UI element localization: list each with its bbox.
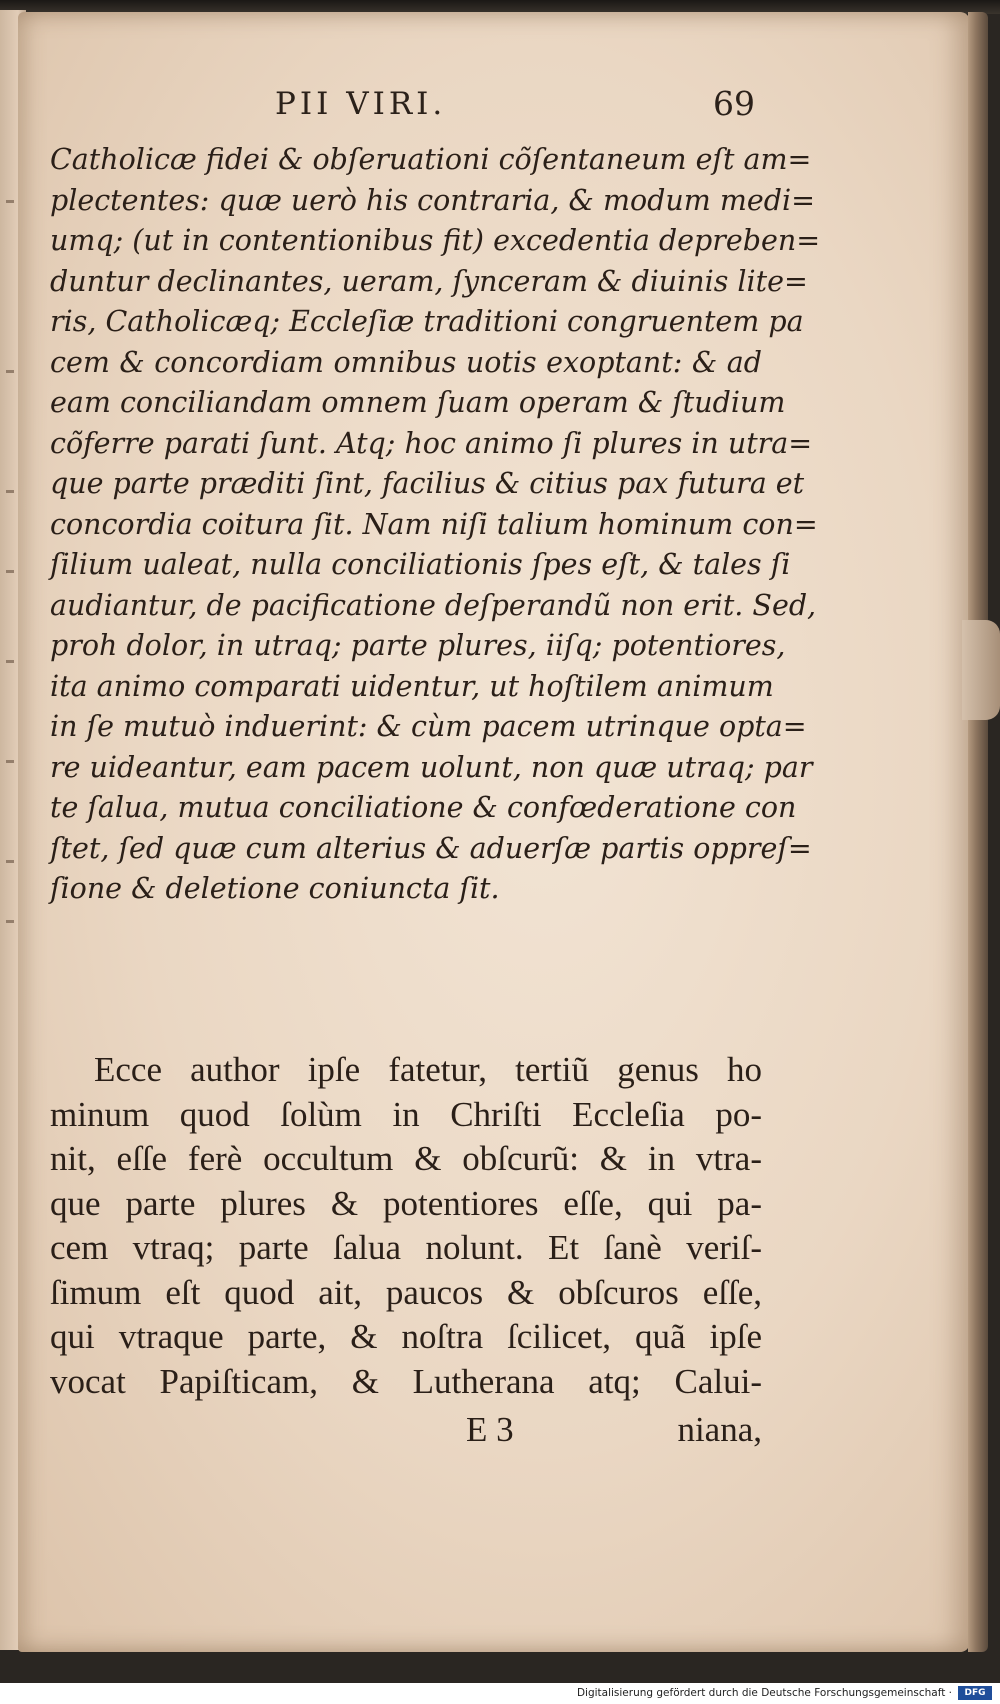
quote-line: cõferre parati ſunt. Atq; hoc animo ſi plures in utra= (50, 426, 813, 460)
body-line: vocat Papiſticam, & Lutherana atq; Calui- (50, 1361, 762, 1401)
quote-line: ita animo comparati uidentur, ut hoſtilem animum (50, 669, 774, 703)
funding-credit: Digitalisierung gefördert durch die Deutsche Forschungsgemeinschaft · (576, 1687, 952, 1699)
quote-line: proh dolor, in utraq; parte plures, iiſq; potentiores, (50, 629, 786, 662)
page-footer (50, 1410, 762, 1454)
page-header (275, 86, 755, 122)
running-title: PII VIRI. (275, 86, 447, 122)
quote-line: Catholicæ fidei & obſeruationi cõſentaneum eſt am= (50, 143, 812, 176)
quote-line: cem & concordiam omnibus uotis exoptant: & ad (50, 345, 762, 379)
body-line: Ecce author ipſe fatetur, tertiũ genus ho (94, 1050, 762, 1089)
quote-line: duntur declinantes, ueram, ſynceram & diuinis lite= (50, 264, 808, 298)
page-number: 69 (713, 84, 755, 123)
body-line: nit, eſſe ferè occultum & obſcurũ: & in vtra- (50, 1139, 762, 1178)
quote-line: ſilium ualeat, nulla conciliationis ſpes eſt, & tales ſi (50, 548, 791, 581)
quote-line: ſtet, ſed quæ cum alterius & aduerſæ partis oppreſ= (50, 831, 812, 865)
quote-line: ris, Catholicæq; Eccleſiæ traditioni congruentem pa (50, 305, 804, 338)
body-line: cem vtraq; parte ſalua nolunt. Et ſanè veriſ- (50, 1228, 762, 1267)
quote-line: in ſe mutuò induerint: & cùm pacem utrinque opta= (50, 710, 807, 743)
quote-line: plectentes: quæ uerò his contraria, & modum medi= (50, 183, 815, 217)
body-line: ſimum eſt quod ait, paucos & obſcuros eſſe, (50, 1272, 762, 1312)
body-line: que parte plures & potentiores eſſe, qui pa- (50, 1183, 762, 1223)
quote-line: que parte præditi ſint, facilius & citius pax futura et (50, 467, 805, 500)
book-fore-edge (968, 12, 988, 1652)
quote-line: audiantur, de pacificatione deſperandũ non erit. Sed, (50, 588, 817, 622)
quote-line: ſione & deletione coniuncta ſit. (50, 872, 500, 905)
body-paragraph (50, 1048, 762, 1404)
signature-mark: E 3 (466, 1410, 514, 1449)
quote-line: re uideantur, eam pacem uolunt, non quæ utraq; par (50, 750, 813, 784)
body-line: minum quod ſolùm in Chriſti Eccleſia po- (50, 1094, 762, 1134)
dfg-logo: DFG (958, 1686, 992, 1700)
quote-line: umq; (ut in contentionibus fit) excedentia depreben= (50, 224, 821, 257)
page-tab (962, 620, 1000, 720)
quote-line: te ſalua, mutua conciliatione & confœderatione con (50, 791, 797, 824)
catchword: niana, (677, 1410, 762, 1449)
quote-line: concordia coitura ſit. Nam niſi talium hominum con= (50, 507, 818, 541)
quote-line: eam conciliandam omnem ſuam operam & ſtudium (50, 386, 786, 419)
quoted-passage (50, 140, 821, 910)
body-line: qui vtraque parte, & noſtra ſcilicet, quã ipſe (50, 1317, 762, 1356)
